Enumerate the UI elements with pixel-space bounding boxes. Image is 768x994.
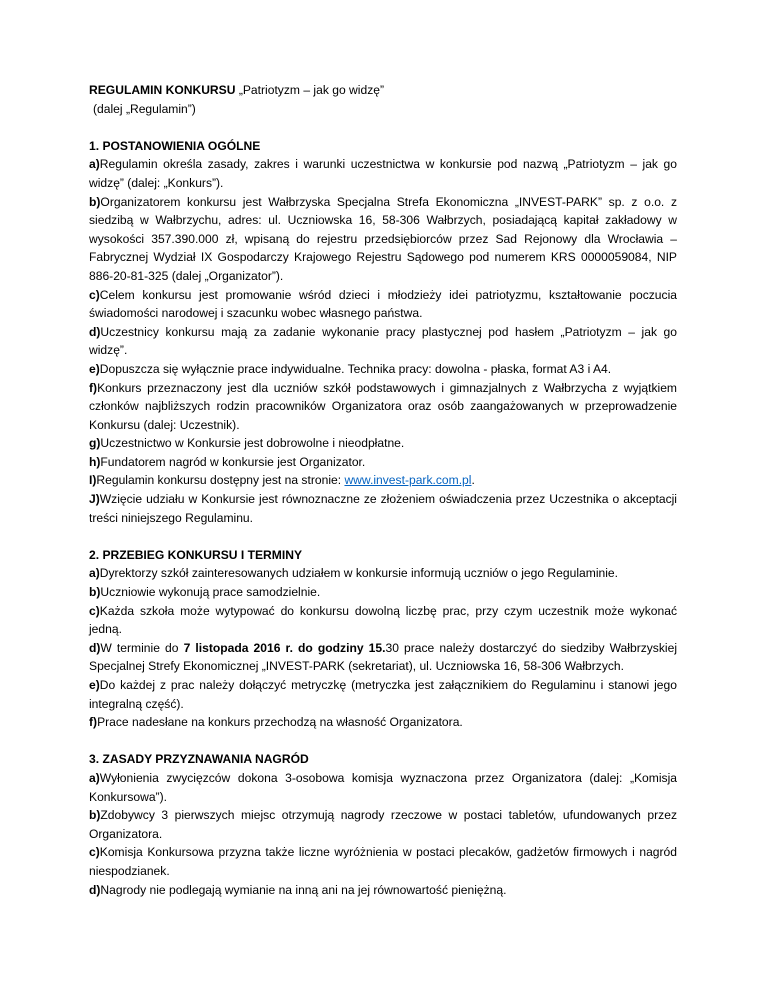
item-label: f) [89, 380, 98, 395]
item-label: b) [89, 808, 101, 823]
item-label: e) [89, 678, 100, 692]
section-3 [89, 750, 677, 899]
paragraph-item [89, 360, 677, 379]
paragraph-item [89, 323, 677, 360]
paragraph-item [89, 769, 677, 806]
item-text: Zdobywcy 3 pierwszych miejsc otrzymują nagrody rzeczowe w postaci tabletów, ufundowanych przez Organizatora. [89, 808, 677, 841]
item-text: Nagrody nie podlegają wymianie na inną ani na jej równowartość pieniężną. [100, 882, 507, 897]
document-title [89, 81, 677, 100]
item-label: I) [89, 473, 97, 488]
paragraph-item [89, 602, 677, 639]
item-label: g) [89, 436, 101, 451]
paragraph-item [89, 379, 677, 435]
item-text: Uczestnicy konkursu mają za zadanie wykonanie pracy plastycznej pod hasłem „Patriotyzm – jak go widzę”. [89, 324, 677, 358]
item-text: Każda szkoła może wytypować do konkursu dowolną liczbę prac, przy czym uczestnik może wykonać jedną. [89, 603, 677, 637]
paragraph-item [89, 806, 677, 843]
paragraph-item [89, 583, 677, 602]
section-heading: 3. ZASADY PRZYZNAWANIA NAGRÓD [89, 752, 309, 767]
section-heading: 1. POSTANOWIENIA OGÓLNE [89, 138, 261, 153]
item-text-after: . [471, 473, 475, 488]
paragraph-item [89, 713, 677, 732]
title-rest: „Patriotyzm – jak go widzę” [235, 83, 385, 97]
item-label: d) [89, 324, 101, 339]
item-text: Organizatorem konkursu jest Wałbrzyska Specjalna Strefa Ekonomiczna „INVEST-PARK” sp. z o.o. z siedzibą w Wałbrzychu, adres: ul. Uczniowska 16, 58-306 Wałbrzych, posiadającą kapitał zakładowy w wysokości 357.390.000 zł, wpisaną do rejestru przedsiębiorców przez Sad Rejonowy dla Wrocławia – Fabrycznej Wydział IX Gospodarczy Krajowego Rejestru Sądowego pod numerem KRS 0000059084, NIP 886-20-81-325 (dalej „Organizator”). [89, 194, 677, 283]
sections-container [89, 137, 677, 899]
paragraph-item [89, 490, 677, 527]
item-label: d) [89, 640, 101, 655]
paragraph-item [89, 193, 677, 286]
item-label: e) [89, 361, 100, 376]
paragraph-item [89, 564, 677, 583]
item-label: d) [89, 882, 101, 897]
section-1 [89, 137, 677, 527]
item-text: Wzięcie udziału w Konkursie jest równoznaczne ze złożeniem oświadczenia przez Uczestnika o akceptacji treści niniejszego Regulaminu. [89, 492, 677, 525]
item-text: Wyłonienia zwycięzców dokona 3-osobowa komisja wyznaczona przez Organizatora (dalej: „Komisja Konkursowa”). [89, 770, 677, 804]
section-2 [89, 546, 677, 732]
document-subtitle: (dalej „Regulamin”) [93, 101, 196, 116]
item-label: a) [89, 566, 100, 581]
section-heading: 2. PRZEBIEG KONKURSU I TERMINY [89, 547, 303, 562]
paragraph-item [89, 286, 677, 323]
item-text: Komisja Konkursowa przyzna także liczne wyróżnienia w postaci plecaków, gadżetów firmowych i nagród niespodzianek. [89, 845, 677, 878]
item-text: Uczniowie wykonują prace samodzielnie. [100, 585, 321, 600]
item-text: Dopuszcza się wyłącznie prace indywidualne. Technika pracy: dowolna - płaska, format A3 i A4. [99, 361, 612, 376]
item-label: a) [89, 157, 100, 172]
item-text: Prace nadesłane na konkurs przechodzą na własność Organizatora. [97, 715, 463, 730]
item-text: Uczestnictwo w Konkursie jest dobrowolne i nieodpłatne. [100, 436, 405, 451]
item-text: Konkurs przeznaczony jest dla uczniów szkół podstawowych i gimnazjalnych z Wałbrzycha z wyjątkiem członków najbliższych rodzin pracowników Organizatora oraz osób zaangażowanych w przeprowadzenie Konkursu (dalej: Uczestnik). [89, 380, 677, 432]
paragraph-item [89, 639, 677, 676]
item-label: c) [89, 845, 100, 860]
item-label: c) [89, 287, 100, 302]
item-label: b) [89, 194, 101, 209]
paragraph-item [89, 471, 677, 490]
title-bold: REGULAMIN KONKURSU [89, 83, 236, 97]
item-text: W terminie do [100, 640, 184, 655]
paragraph-item [89, 843, 677, 880]
item-label: a) [89, 770, 100, 785]
item-text: Celem konkursu jest promowanie wśród dzieci i młodzieży idei patriotyzmu, kształtowanie poczucia świadomości narodowej i szacunku wobec własnego państwa. [89, 287, 677, 321]
item-label: f) [89, 715, 98, 730]
item-text-after: 30 prace należy dostarczyć do siedziby Wałbrzyskiej Specjalnej Strefy Ekonomicznej „INVEST-PARK (sekretariat), ul. Uczniowska 16, 58-306 Wałbrzych. [89, 640, 678, 674]
paragraph-item [89, 453, 677, 472]
item-bold-text: 7 listopada 2016 r. do godziny 15. [183, 640, 386, 655]
item-label: b) [89, 585, 101, 600]
item-text: Dyrektorzy szkół zainteresowanych udziałem w konkursie informują uczniów o jego Regulaminie. [99, 566, 619, 581]
item-label: h) [89, 454, 101, 469]
item-text: Regulamin określa zasady, zakres i warunki uczestnictwa w konkursie pod nazwą „Patriotyzm – jak go widzę” (dalej: „Konkurs”). [89, 157, 677, 190]
paragraph-item [89, 155, 677, 192]
item-label: J) [89, 492, 100, 507]
website-link[interactable]: www.invest-park.com.pl [344, 473, 472, 488]
item-text: Do każdej z prac należy dołączyć metryczkę (metryczka jest załącznikiem do Regulaminu i stanowi jego integralną część). [89, 678, 677, 711]
paragraph-item [89, 434, 677, 453]
item-label: c) [89, 603, 100, 618]
item-text: Regulamin konkursu dostępny jest na stronie: [96, 473, 345, 488]
paragraph-item [89, 881, 677, 900]
paragraph-item [89, 676, 677, 713]
item-text: Fundatorem nagród w konkursie jest Organizator. [100, 454, 366, 469]
